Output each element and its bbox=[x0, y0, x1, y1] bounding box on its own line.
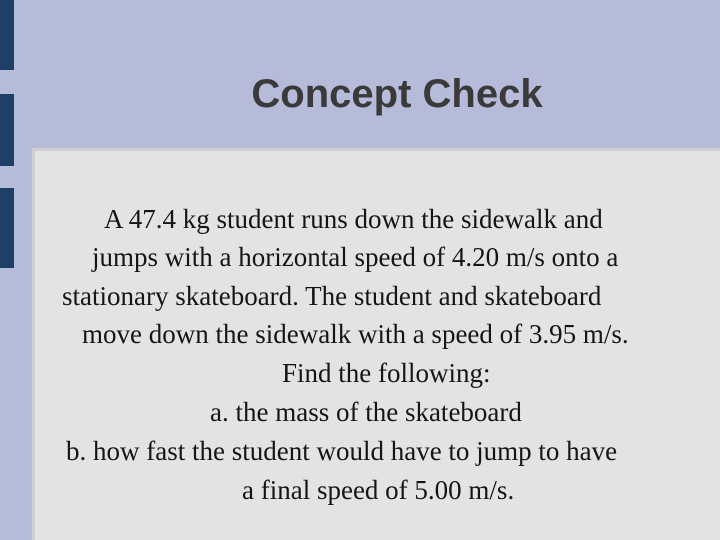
question-b-continued: a final speed of 5.00 m/s. bbox=[242, 475, 515, 505]
question-a: a. the mass of the skateboard bbox=[210, 397, 522, 427]
problem-line-2: jumps with a horizontal speed of 4.20 m/s onto a bbox=[92, 242, 619, 272]
accent-bar-lower bbox=[0, 188, 14, 268]
problem-line-5: Find the following: bbox=[282, 358, 491, 388]
accent-bar-top bbox=[0, 0, 14, 70]
problem-line-1: A 47.4 kg student runs down the sidewalk and bbox=[104, 204, 603, 234]
problem-line-3: stationary skateboard. The student and skateboard bbox=[62, 281, 602, 311]
problem-line-4: move down the sidewalk with a speed of 3.95 m/s. bbox=[82, 319, 629, 349]
question-b: b. how fast the student would have to jump to have bbox=[66, 436, 618, 466]
slide-title: Concept Check bbox=[251, 72, 543, 116]
